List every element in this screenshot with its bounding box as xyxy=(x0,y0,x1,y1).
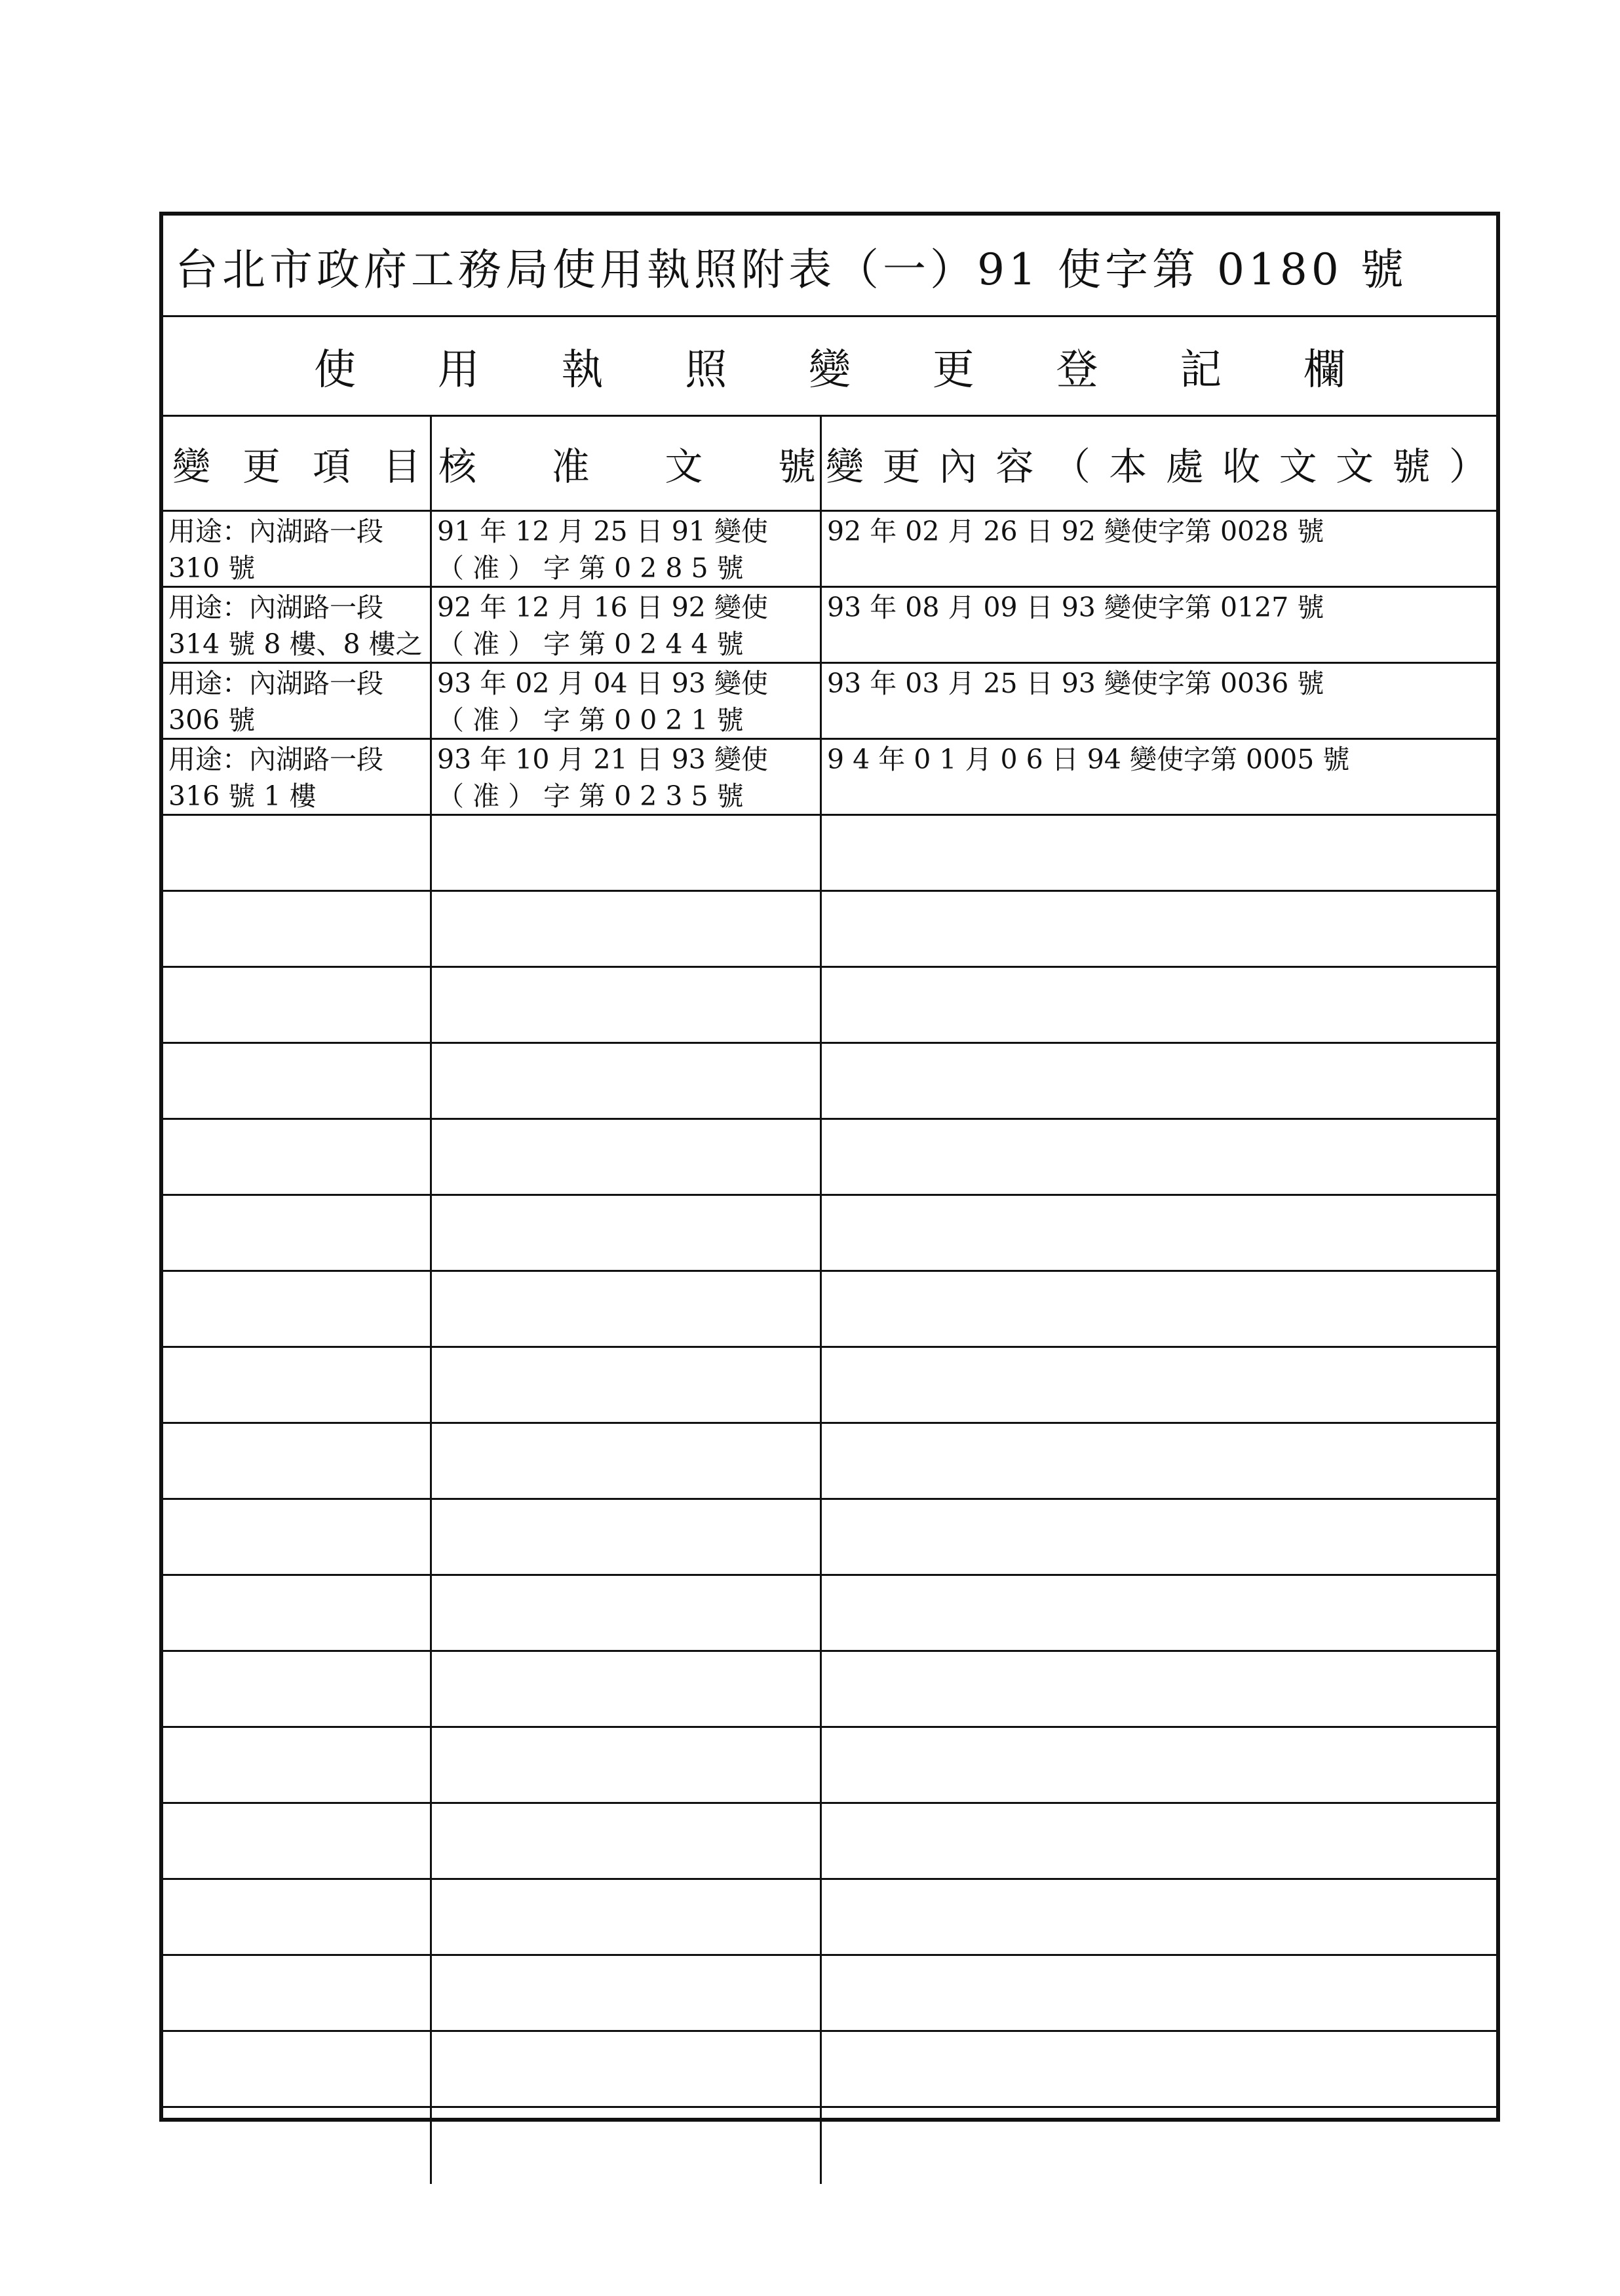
change-content-cell xyxy=(822,816,1496,890)
table-row xyxy=(163,664,1496,740)
change-item-cell xyxy=(163,1652,432,1726)
cell-line: （ 准 ） 字 第 0 2 8 5 號 xyxy=(437,552,744,584)
form-title: 台北市政府工務局使用執照附表（一）91 使字第 0180 號 xyxy=(163,216,1496,317)
registration-form xyxy=(159,212,1500,2122)
table-row-empty xyxy=(163,1576,1496,1652)
table-row-empty xyxy=(163,1348,1496,1424)
approval-number-cell xyxy=(432,1652,822,1726)
table-row-empty xyxy=(163,1424,1496,1500)
change-item-cell xyxy=(163,2032,432,2106)
approval-number-cell xyxy=(432,1956,822,2030)
change-content-cell xyxy=(822,1880,1496,1954)
cell-line: 93 年 10 月 21 日 93 變使 xyxy=(437,744,768,775)
change-content-cell xyxy=(822,1120,1496,1194)
subtitle-char: 變 xyxy=(809,345,851,394)
change-content-cell xyxy=(822,968,1496,1042)
cell-line: 9 4 年 0 1 月 0 6 日 94 變使字第 0005 號 xyxy=(827,744,1350,775)
table-row-empty xyxy=(163,1804,1496,1880)
approval-number-cell xyxy=(432,588,822,662)
header-approval-number xyxy=(432,417,822,510)
header-change-item xyxy=(163,417,432,510)
table-row-empty xyxy=(163,1880,1496,1956)
change-content-cell xyxy=(822,1652,1496,1726)
cell-line: 93 年 03 月 25 日 93 變使字第 0036 號 xyxy=(827,668,1324,699)
change-item-cell xyxy=(163,1120,432,1194)
cell-line: 用途：內湖路一段 xyxy=(168,744,383,775)
table-row-empty xyxy=(163,1956,1496,2032)
table-row xyxy=(163,740,1496,816)
header-char: 核 xyxy=(438,444,477,489)
change-content-cell xyxy=(822,512,1496,586)
subtitle-char: 登 xyxy=(1056,345,1098,394)
change-content-cell xyxy=(822,740,1496,814)
cell-line: （ 准 ） 字 第 0 0 2 1 號 xyxy=(437,704,744,736)
subtitle-char: 執 xyxy=(561,345,604,394)
subtitle-char: 照 xyxy=(685,345,727,394)
cell-line: 306 號 xyxy=(168,704,256,736)
change-item-cell xyxy=(163,1272,432,1346)
change-item-cell xyxy=(163,1500,432,1574)
change-item-cell xyxy=(163,892,432,966)
header-char: 變 xyxy=(172,444,211,489)
change-content-cell xyxy=(822,1956,1496,2030)
header-char: 目 xyxy=(382,444,421,489)
cell-line: 93 年 08 月 09 日 93 變使字第 0127 號 xyxy=(827,592,1324,623)
table-row-empty xyxy=(163,1044,1496,1120)
approval-number-cell xyxy=(432,1804,822,1878)
header-char: 變 xyxy=(826,444,864,489)
change-content-cell xyxy=(822,588,1496,662)
change-item-cell xyxy=(163,1196,432,1270)
table-row-empty xyxy=(163,816,1496,892)
approval-number-cell xyxy=(432,1500,822,1574)
change-item-cell xyxy=(163,664,432,738)
subtitle-char: 用 xyxy=(437,345,480,394)
cell-line: 92 年 12 月 16 日 92 變使 xyxy=(437,592,768,623)
header-char: 更 xyxy=(882,444,921,489)
change-content-cell xyxy=(822,1272,1496,1346)
change-content-cell xyxy=(822,1576,1496,1650)
change-item-cell xyxy=(163,1804,432,1878)
change-content-cell xyxy=(822,892,1496,966)
approval-number-cell xyxy=(432,2108,822,2184)
change-content-cell xyxy=(822,1728,1496,1802)
header-char: 項 xyxy=(312,444,351,489)
table-row-empty xyxy=(163,1652,1496,1728)
change-item-cell xyxy=(163,1956,432,2030)
approval-number-cell xyxy=(432,512,822,586)
header-char: 內 xyxy=(938,444,977,489)
subtitle-char: 記 xyxy=(1180,345,1222,394)
cell-line: 93 年 02 月 04 日 93 變使 xyxy=(437,668,768,699)
table-row-empty xyxy=(163,968,1496,1044)
table-row-empty xyxy=(163,892,1496,968)
header-char: 容 xyxy=(995,444,1034,489)
cell-line: 用途：內湖路一段 xyxy=(168,668,383,699)
subtitle-char: 更 xyxy=(932,345,974,394)
approval-number-cell xyxy=(432,1424,822,1498)
table-row-empty xyxy=(163,1120,1496,1196)
entry-rows xyxy=(163,512,1496,2184)
approval-number-cell xyxy=(432,2032,822,2106)
cell-line: 用途：內湖路一段 xyxy=(168,516,383,547)
approval-number-cell xyxy=(432,816,822,890)
change-item-cell xyxy=(163,1880,432,1954)
change-content-cell xyxy=(822,2108,1496,2184)
approval-number-cell xyxy=(432,1044,822,1118)
subtitle-char: 欄 xyxy=(1303,345,1345,394)
cell-line: （ 准 ） 字 第 0 2 3 5 號 xyxy=(437,780,744,812)
change-item-cell xyxy=(163,816,432,890)
change-content-cell xyxy=(822,1500,1496,1574)
approval-number-cell xyxy=(432,1120,822,1194)
change-item-cell xyxy=(163,1424,432,1498)
header-char: 號 xyxy=(777,444,816,489)
change-item-cell xyxy=(163,740,432,814)
header-char: （ xyxy=(1052,444,1090,489)
header-char: 號 xyxy=(1392,444,1431,489)
header-char: 收 xyxy=(1222,444,1261,489)
approval-number-cell xyxy=(432,1196,822,1270)
change-content-cell xyxy=(822,1804,1496,1878)
table-row-empty xyxy=(163,1728,1496,1804)
approval-number-cell xyxy=(432,1272,822,1346)
table-row-empty xyxy=(163,1272,1496,1348)
cell-line: （ 准 ） 字 第 0 2 4 4 號 xyxy=(437,628,744,660)
header-char: 更 xyxy=(242,444,280,489)
table-row-empty xyxy=(163,2108,1496,2184)
change-item-cell xyxy=(163,1728,432,1802)
approval-number-cell xyxy=(432,664,822,738)
cell-line: 用途：內湖路一段 xyxy=(168,592,383,623)
cell-line: 310 號 xyxy=(168,552,256,584)
change-item-cell xyxy=(163,588,432,662)
change-item-cell xyxy=(163,2108,432,2184)
header-char: 文 xyxy=(1279,444,1317,489)
table-row xyxy=(163,512,1496,588)
header-char: 本 xyxy=(1109,444,1148,489)
change-item-cell xyxy=(163,512,432,586)
change-content-cell xyxy=(822,2032,1496,2106)
approval-number-cell xyxy=(432,1880,822,1954)
table-row-empty xyxy=(163,1196,1496,1272)
approval-number-cell xyxy=(432,968,822,1042)
change-content-cell xyxy=(822,1424,1496,1498)
table-row-empty xyxy=(163,2032,1496,2108)
table-row xyxy=(163,588,1496,664)
change-content-cell xyxy=(822,1348,1496,1422)
header-char: 准 xyxy=(551,444,590,489)
approval-number-cell xyxy=(432,1576,822,1650)
header-char: 文 xyxy=(665,444,703,489)
change-content-cell xyxy=(822,664,1496,738)
header-char: 文 xyxy=(1336,444,1374,489)
header-char: 處 xyxy=(1165,444,1204,489)
change-content-cell xyxy=(822,1196,1496,1270)
change-item-cell xyxy=(163,1044,432,1118)
header-char: ） xyxy=(1448,444,1487,489)
subtitle-char: 使 xyxy=(314,345,356,394)
form-subtitle xyxy=(163,317,1496,417)
change-item-cell xyxy=(163,1576,432,1650)
approval-number-cell xyxy=(432,892,822,966)
approval-number-cell xyxy=(432,1348,822,1422)
column-headers xyxy=(163,417,1496,512)
cell-line: 91 年 12 月 25 日 91 變使 xyxy=(437,516,768,547)
approval-number-cell xyxy=(432,1728,822,1802)
table-row-empty xyxy=(163,1500,1496,1576)
change-item-cell xyxy=(163,968,432,1042)
cell-line: 316 號 1 樓 xyxy=(168,780,317,812)
header-change-content xyxy=(822,417,1496,510)
approval-number-cell xyxy=(432,740,822,814)
change-item-cell xyxy=(163,1348,432,1422)
change-content-cell xyxy=(822,1044,1496,1118)
cell-line: 314 號 8 樓、8 樓之 xyxy=(168,628,423,660)
cell-line: 92 年 02 月 26 日 92 變使字第 0028 號 xyxy=(827,516,1324,547)
